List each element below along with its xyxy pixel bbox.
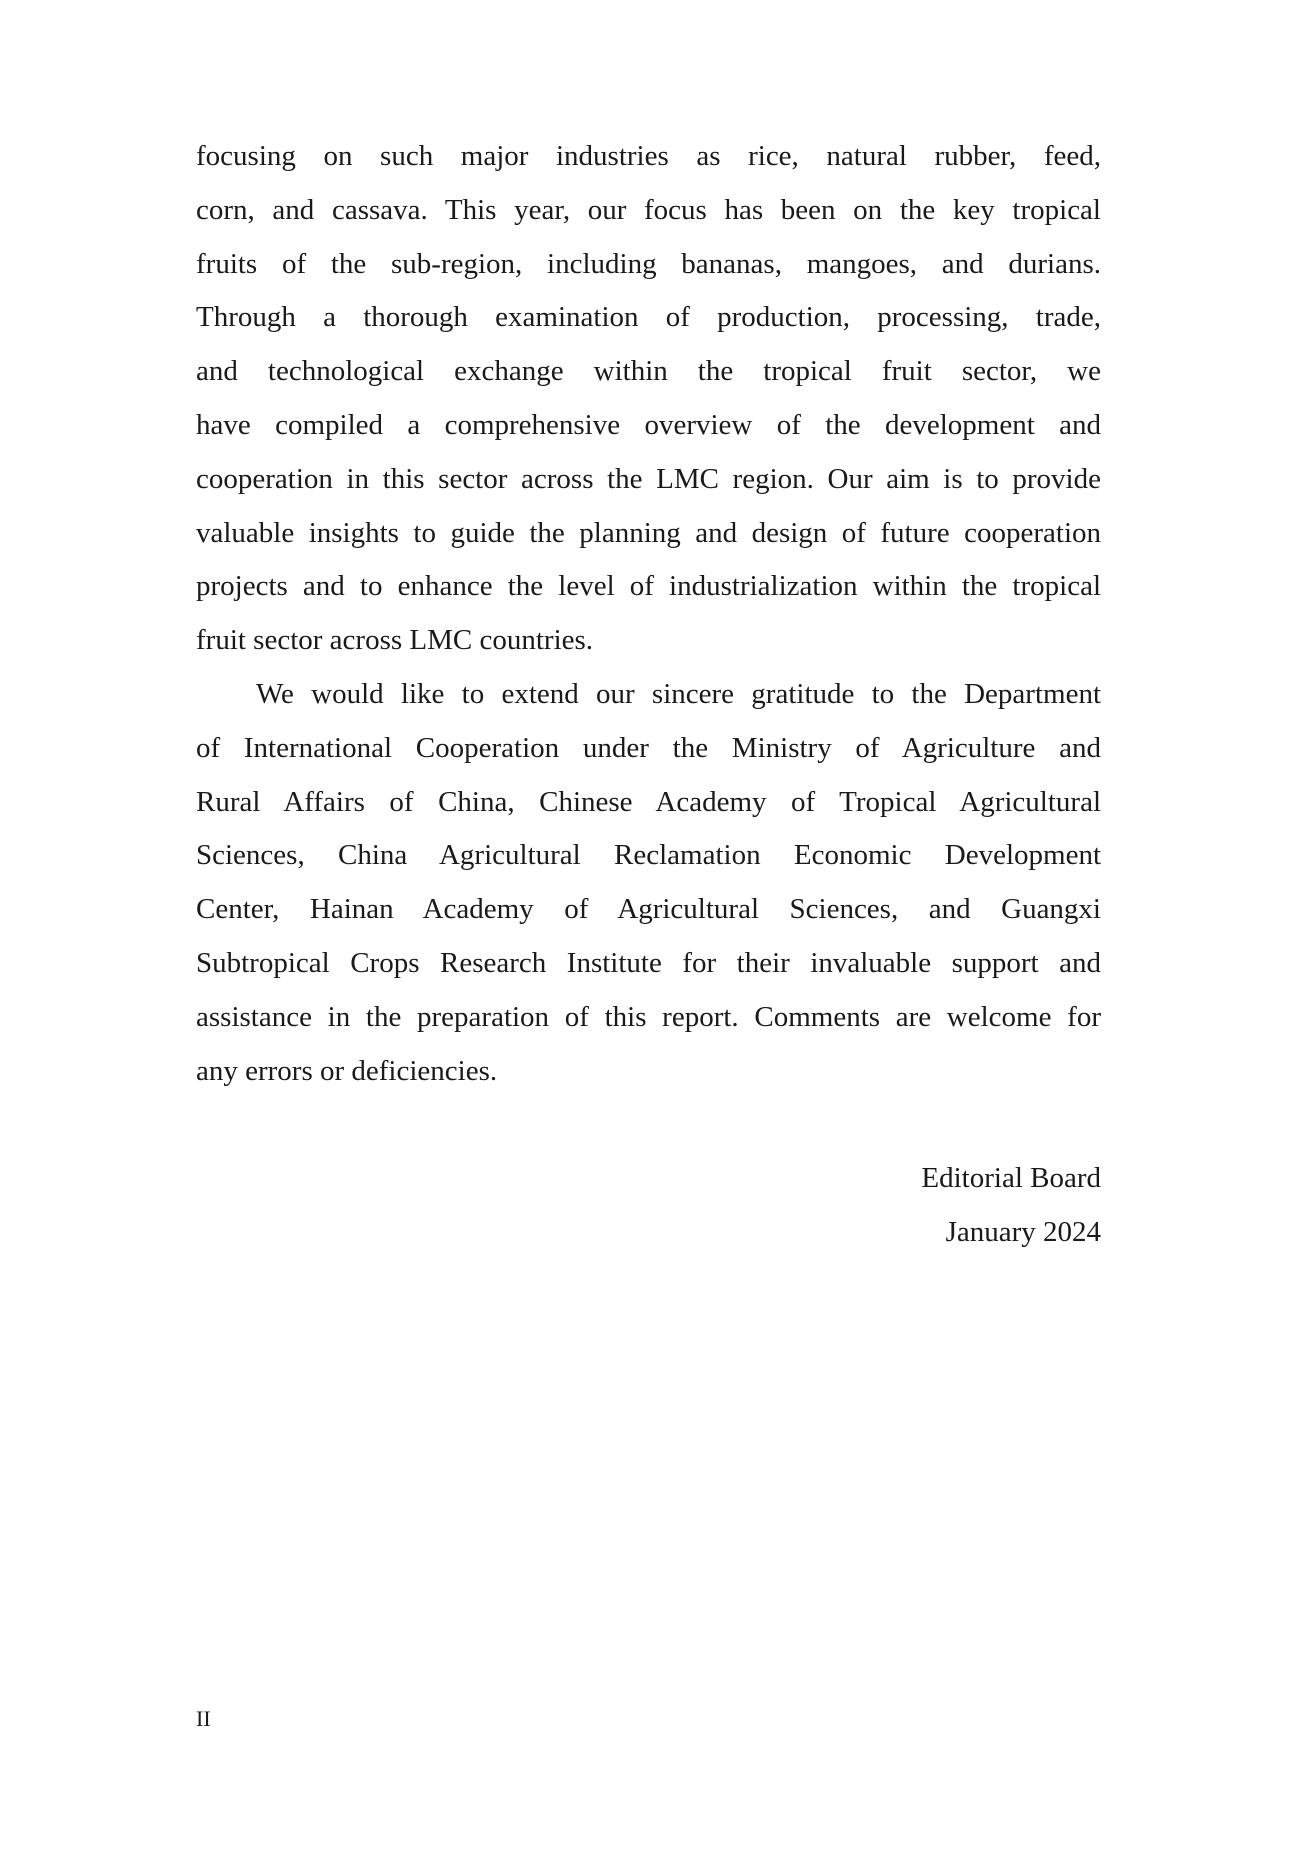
text-line: cooperation in this sector across the LMC region. Our aim is to provide bbox=[196, 462, 1101, 495]
text-line: fruit sector across LMC countries. bbox=[196, 624, 594, 657]
text-line: any errors or deficiencies. bbox=[196, 1054, 498, 1087]
text-line: projects and to enhance the level of industrialization within the tropical bbox=[196, 570, 1101, 603]
text-line: We would like to extend our sincere gratitude to the Department bbox=[256, 677, 1101, 710]
text-line: Rural Affairs of China, Chinese Academy of Tropical Agricultural bbox=[196, 785, 1101, 818]
paragraph-acknowledgements bbox=[196, 668, 1101, 1098]
text-line: have compiled a comprehensive overview of the development and bbox=[196, 408, 1101, 441]
text-line: assistance in the preparation of this report. Comments are welcome for bbox=[196, 1000, 1101, 1033]
text-line: focusing on such major industries as rice, natural rubber, feed, bbox=[196, 140, 1101, 172]
signature-author: Editorial Board bbox=[921, 1162, 1101, 1195]
text-line: Through a thorough examination of production, processing, trade, bbox=[196, 301, 1101, 334]
text-line: valuable insights to guide the planning and design of future cooperation bbox=[196, 516, 1101, 549]
text-line: of International Cooperation under the Ministry of Agriculture and bbox=[196, 731, 1101, 764]
text-line: corn, and cassava. This year, our focus has been on the key tropical bbox=[196, 193, 1101, 226]
text-line: Center, Hainan Academy of Agricultural Sciences, and Guangxi bbox=[196, 893, 1101, 926]
text-line: Sciences, China Agricultural Reclamation Economic Development bbox=[196, 839, 1101, 872]
signature-block bbox=[196, 1152, 1101, 1260]
text-line: fruits of the sub-region, including bananas, mangoes, and durians. bbox=[196, 247, 1101, 280]
document-body bbox=[196, 130, 1101, 1260]
text-line: and technological exchange within the tropical fruit sector, we bbox=[196, 355, 1101, 388]
paragraph-scope bbox=[196, 130, 1101, 668]
page-number: II bbox=[196, 1706, 211, 1731]
signature-date: January 2024 bbox=[945, 1215, 1101, 1248]
text-line: Subtropical Crops Research Institute for their invaluable support and bbox=[196, 946, 1101, 979]
